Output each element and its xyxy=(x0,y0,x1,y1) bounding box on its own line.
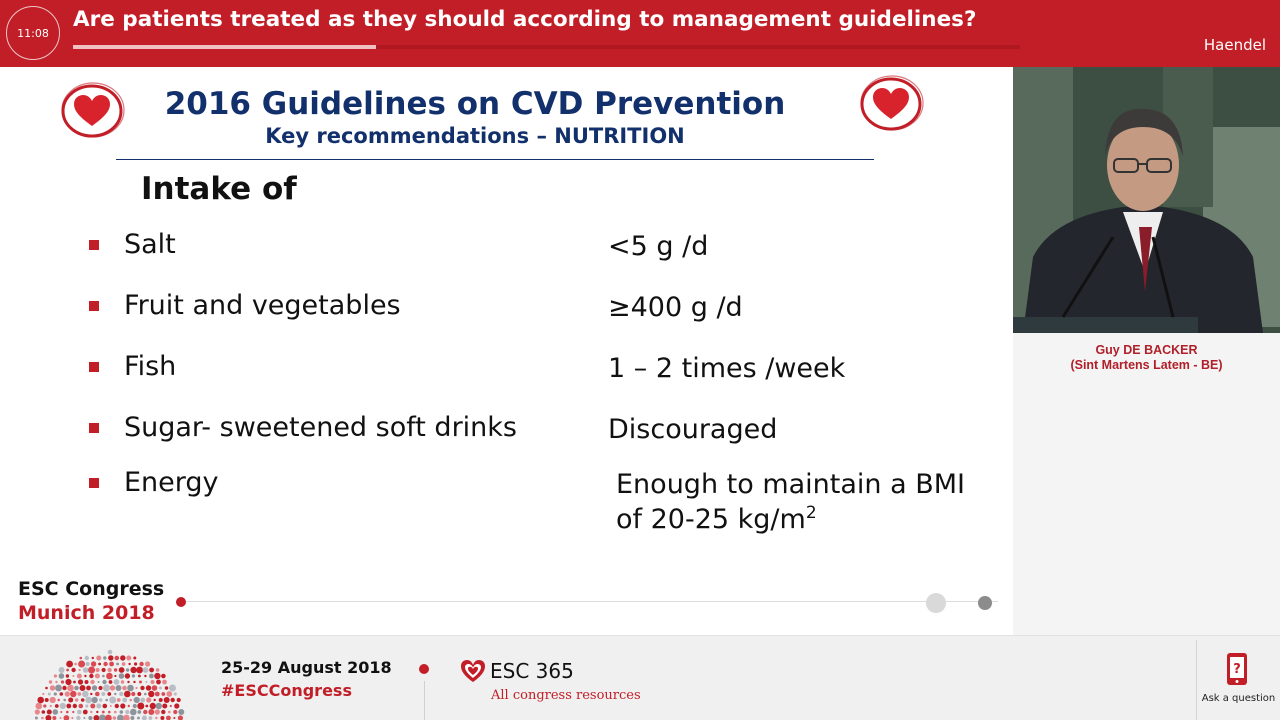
globe-dot xyxy=(88,667,95,674)
square-bullet-icon xyxy=(89,240,99,250)
svg-text:?: ? xyxy=(1233,662,1241,677)
clock-time: 11:08 xyxy=(17,26,49,40)
globe-dot xyxy=(115,656,120,661)
globe-dot xyxy=(143,710,147,714)
session-progress-bar xyxy=(73,45,1020,49)
globe-dot xyxy=(135,687,137,689)
globe-dot xyxy=(142,716,147,720)
globe-dot xyxy=(35,709,40,714)
speaker-affiliation: (Sint Martens Latem - BE) xyxy=(1070,358,1223,372)
recommendation-item: Sugar- sweetened soft drinks xyxy=(124,412,517,443)
globe-dot xyxy=(45,698,49,702)
footer-red-dot xyxy=(419,664,429,674)
ask-question-label: Ask a question xyxy=(1201,693,1276,704)
globe-dot xyxy=(45,687,48,690)
globe-dot xyxy=(124,691,131,698)
globe-dot xyxy=(53,709,59,715)
globe-dot xyxy=(169,685,176,692)
congress-dates: 25-29 August 2018 xyxy=(221,658,392,677)
globe-dot xyxy=(126,668,129,671)
globe-dot xyxy=(42,710,46,714)
globe-dot xyxy=(70,691,76,697)
globe-dot xyxy=(60,703,66,709)
globe-dot xyxy=(143,667,149,673)
globe-dot xyxy=(98,681,100,683)
globe-dot xyxy=(119,673,125,679)
globe-dot xyxy=(122,662,126,666)
globe-dot xyxy=(119,692,123,696)
globe-dot xyxy=(137,710,141,714)
globe-dot xyxy=(74,686,79,691)
globe-dot xyxy=(47,710,52,715)
timeline-dot xyxy=(926,593,946,613)
globe-dot xyxy=(127,681,129,683)
globe-dot xyxy=(81,698,85,702)
globe-dot xyxy=(159,698,163,702)
recommendation-item: Salt xyxy=(124,229,176,260)
globe-dot xyxy=(109,662,114,667)
speaker-name: Guy DE BACKER xyxy=(1095,343,1198,357)
globe-dot xyxy=(121,680,124,683)
globe-dot xyxy=(156,668,160,672)
globe-dot xyxy=(103,656,106,659)
globe-dot xyxy=(110,705,112,707)
globe-dot xyxy=(99,698,102,701)
globe-dot xyxy=(90,693,92,695)
recommendation-value: Discouraged xyxy=(608,414,778,445)
globe-dot xyxy=(54,692,57,695)
globe-dot xyxy=(76,716,80,720)
globe-dot xyxy=(173,717,175,719)
globe-dot xyxy=(130,667,136,673)
speaker-panel xyxy=(1013,67,1280,635)
globe-dot xyxy=(79,669,81,671)
globe-dot xyxy=(155,692,160,697)
globe-dot xyxy=(127,685,134,692)
globe-dot xyxy=(114,675,116,677)
congress-hashtag: #ESCCongress xyxy=(221,681,352,700)
title-divider xyxy=(116,159,874,160)
globe-dot xyxy=(161,674,166,679)
timeline-start-dot xyxy=(176,597,186,607)
globe-dot xyxy=(99,715,106,720)
globe-dot xyxy=(80,657,83,660)
globe-dot xyxy=(66,661,73,668)
globe-dot xyxy=(50,685,55,690)
globe-dot xyxy=(165,686,169,690)
globe-dot xyxy=(154,699,156,701)
globe-dot xyxy=(73,704,77,708)
globe-dot xyxy=(129,699,132,702)
globe-dot xyxy=(85,704,88,707)
globe-dot xyxy=(103,685,110,692)
globe-dot xyxy=(130,716,134,720)
globe-dot xyxy=(95,674,100,679)
dot-globe-logo xyxy=(10,648,210,720)
globe-dot xyxy=(54,674,57,677)
globe-dot xyxy=(92,685,97,690)
globe-dot xyxy=(66,669,69,672)
slide-subtitle: Key recommendations – NUTRITION xyxy=(265,124,685,148)
globe-dot xyxy=(108,711,111,714)
globe-dot xyxy=(80,685,86,691)
square-bullet-icon xyxy=(89,301,99,311)
globe-dot xyxy=(86,662,90,666)
globe-dot xyxy=(145,705,148,708)
globe-dot xyxy=(42,693,44,695)
globe-dot xyxy=(59,667,65,673)
globe-dot xyxy=(120,703,125,708)
esc365-subtitle[interactable]: All congress resources xyxy=(491,688,641,703)
room-name: Haendel xyxy=(1203,36,1266,54)
globe-dot xyxy=(78,661,85,668)
globe-dot xyxy=(120,710,124,714)
globe-dot xyxy=(110,685,115,690)
globe-dot xyxy=(103,662,107,666)
globe-dot xyxy=(67,685,74,692)
globe-dot xyxy=(117,715,124,720)
globe-dot xyxy=(114,679,120,685)
globe-dot xyxy=(144,675,146,677)
globe-dot xyxy=(55,681,57,683)
speaker-video xyxy=(1013,67,1280,333)
globe-dot xyxy=(89,674,93,678)
globe-dot xyxy=(109,680,113,684)
globe-dot xyxy=(74,663,77,666)
globe-dot xyxy=(35,717,38,720)
globe-dot xyxy=(140,698,145,703)
globe-dot xyxy=(77,674,82,679)
globe-dot xyxy=(155,717,157,719)
recommendation-value: 1 – 2 times /week xyxy=(608,353,846,384)
globe-dot xyxy=(71,717,73,719)
ask-question-button[interactable] xyxy=(1197,636,1280,720)
globe-dot xyxy=(55,704,59,708)
globe-dot xyxy=(160,716,164,720)
globe-dot xyxy=(178,709,184,715)
globe-dot xyxy=(105,715,112,720)
session-header xyxy=(0,0,1280,67)
globe-dot xyxy=(156,680,161,685)
globe-dot xyxy=(140,686,144,690)
globe-dot xyxy=(88,716,92,720)
globe-dot xyxy=(92,657,94,659)
globe-dot xyxy=(90,711,92,713)
globe-dot xyxy=(64,715,70,720)
globe-dot xyxy=(136,667,143,674)
globe-dot xyxy=(156,703,162,709)
globe-dot xyxy=(161,692,165,696)
globe-dot xyxy=(77,710,82,715)
recommendation-item: Fish xyxy=(124,351,177,382)
recommendation-item: Energy xyxy=(124,467,219,498)
globe-dot xyxy=(137,717,140,720)
globe-dot xyxy=(114,693,116,695)
energy-value-superscript: 2 xyxy=(805,503,817,524)
globe-dot xyxy=(117,698,121,702)
globe-dot xyxy=(45,715,51,720)
globe-dot xyxy=(125,710,129,714)
globe-dot xyxy=(78,679,83,684)
globe-dot xyxy=(58,699,60,701)
esc-congress-branding xyxy=(18,577,164,625)
globe-dot xyxy=(102,680,106,684)
globe-dot xyxy=(155,709,160,714)
globe-dot xyxy=(90,704,95,709)
globe-dot xyxy=(144,693,147,696)
globe-dot xyxy=(60,711,62,713)
branding-line2: Munich 2018 xyxy=(18,602,155,624)
globe-dot xyxy=(122,698,127,703)
globe-dot xyxy=(82,691,89,698)
globe-dot xyxy=(133,681,135,683)
globe-dot xyxy=(130,709,137,716)
globe-dot xyxy=(71,668,75,672)
globe-dot xyxy=(166,716,171,720)
globe-dot xyxy=(146,685,151,690)
globe-dot xyxy=(107,692,111,696)
globe-dot xyxy=(123,715,130,720)
globe-dot xyxy=(95,692,100,697)
globe-dot xyxy=(174,703,179,708)
globe-dot xyxy=(101,692,105,696)
globe-dot xyxy=(173,710,177,714)
phone-question-icon xyxy=(1226,652,1248,686)
globe-dot xyxy=(106,673,113,680)
globe-dot xyxy=(98,686,102,690)
globe-dot xyxy=(77,692,81,696)
globe-dot xyxy=(102,675,105,678)
globe-dot xyxy=(138,675,141,678)
globe-dot xyxy=(49,680,52,683)
globe-dot xyxy=(150,680,154,684)
globe-dot xyxy=(85,697,92,704)
globe-dot xyxy=(79,704,84,709)
globe-dot xyxy=(114,711,117,714)
globe-dot xyxy=(114,668,117,671)
globe-dot xyxy=(122,686,127,691)
globe-dot xyxy=(148,709,154,715)
globe-dot xyxy=(132,674,135,677)
globe-dot xyxy=(37,697,44,704)
globe-dot xyxy=(75,698,78,701)
globe-dot xyxy=(133,704,137,708)
globe-dot xyxy=(65,691,70,696)
globe-dot xyxy=(65,679,71,685)
globe-dot xyxy=(108,655,113,660)
square-bullet-icon xyxy=(89,478,99,488)
globe-dot xyxy=(168,711,171,714)
globe-dot xyxy=(146,697,151,702)
globe-dot xyxy=(150,703,156,709)
globe-dot xyxy=(72,711,74,713)
globe-dot xyxy=(62,686,66,690)
globe-dot xyxy=(116,663,119,666)
globe-dot xyxy=(162,704,167,709)
globe-dot xyxy=(68,698,73,703)
globe-dot xyxy=(98,663,101,666)
globe-dot xyxy=(66,674,69,677)
globe-dot xyxy=(137,703,144,710)
globe-dot xyxy=(119,667,125,673)
globe-dot xyxy=(108,650,113,655)
globe-dot xyxy=(73,681,76,684)
globe-dot xyxy=(109,697,116,704)
globe-dot xyxy=(159,687,162,690)
globe-dot xyxy=(116,685,122,691)
globe-dot xyxy=(137,692,141,696)
globe-dot xyxy=(115,704,119,708)
globe-dot xyxy=(164,697,170,703)
square-bullet-icon xyxy=(89,423,99,433)
globe-dot xyxy=(91,661,96,666)
globe-dot xyxy=(85,680,89,684)
globe-dot xyxy=(126,656,131,661)
globe-dot xyxy=(166,691,172,697)
globe-dot xyxy=(41,717,44,720)
globe-dot xyxy=(152,685,158,691)
globe-dot xyxy=(162,680,167,685)
square-bullet-icon xyxy=(89,362,99,372)
globe-dot xyxy=(84,675,86,677)
globe-dot xyxy=(149,668,154,673)
globe-dot xyxy=(139,662,143,666)
globe-dot xyxy=(48,693,51,696)
globe-dot xyxy=(59,673,65,679)
globe-dot xyxy=(96,704,101,709)
globe-dot xyxy=(92,697,98,703)
globe-dot xyxy=(36,703,43,710)
globe-dot xyxy=(86,686,91,691)
section-heading: Intake of xyxy=(141,171,297,207)
globe-dot xyxy=(134,697,140,703)
globe-dot xyxy=(96,656,101,661)
globe-dot xyxy=(102,711,105,714)
globe-dot xyxy=(72,675,74,677)
branding-line1: ESC Congress xyxy=(18,578,165,600)
globe-dot xyxy=(131,692,135,696)
globe-dot xyxy=(96,668,100,672)
globe-dot xyxy=(170,705,172,707)
timeline-line xyxy=(186,601,998,602)
globe-dot xyxy=(55,685,62,692)
globe-dot xyxy=(107,668,111,672)
globe-dot xyxy=(83,717,85,719)
slide-title: 2016 Guidelines on CVD Prevention xyxy=(164,86,786,122)
globe-dot xyxy=(105,699,108,702)
globe-dot xyxy=(96,711,98,713)
globe-dot xyxy=(61,680,64,683)
globe-dot xyxy=(125,673,130,678)
globe-dot xyxy=(85,656,89,660)
timeline-dot xyxy=(978,596,992,610)
globe-dot xyxy=(66,704,71,709)
session-title: Are patients treated as they should according to management guidelines? xyxy=(73,7,977,32)
session-progress-fill xyxy=(73,45,376,49)
presentation-slide xyxy=(0,67,1013,635)
recommendation-value: ≥400 g /d xyxy=(608,292,743,323)
globe-dot xyxy=(149,674,154,679)
globe-dot xyxy=(52,716,56,720)
globe-dot xyxy=(103,704,108,709)
globe-dot xyxy=(83,710,88,715)
globe-dot xyxy=(66,711,69,714)
footer-divider xyxy=(424,681,425,720)
globe-dot xyxy=(177,698,181,702)
energy-value-line1: Enough to maintain a BMI xyxy=(616,469,966,500)
globe-dot xyxy=(148,691,154,697)
globe-dot xyxy=(90,680,94,684)
globe-dot xyxy=(161,710,165,714)
esc365-heart-icon xyxy=(459,657,487,685)
globe-dot xyxy=(50,705,52,707)
globe-dot xyxy=(102,668,106,672)
globe-dot xyxy=(43,704,46,707)
energy-value-line2: of 20-25 kg/m xyxy=(616,504,806,536)
globe-dot xyxy=(134,662,137,665)
recommendation-item: Fruit and vegetables xyxy=(124,290,401,321)
globe-dot xyxy=(145,681,147,683)
globe-dot xyxy=(171,698,175,702)
globe-dot xyxy=(174,692,177,695)
globe-dot xyxy=(154,673,160,679)
globe-dot xyxy=(128,663,130,665)
globe-dot xyxy=(145,661,150,666)
globe-dot xyxy=(60,692,64,696)
globe-dot xyxy=(59,717,61,719)
session-clock xyxy=(6,6,60,60)
recommendation-value xyxy=(616,467,965,537)
globe-dot xyxy=(139,681,142,684)
globe-dot xyxy=(83,667,89,673)
globe-dot xyxy=(120,655,125,660)
globe-dot xyxy=(113,716,117,720)
globe-dot xyxy=(93,715,99,720)
speaker-info xyxy=(1013,343,1280,373)
speaker-video-image xyxy=(1013,67,1280,333)
globe-dot xyxy=(63,699,66,702)
recommendation-value: <5 g /d xyxy=(608,231,709,262)
footer-bar xyxy=(0,635,1280,720)
globe-dot xyxy=(133,657,136,660)
globe-dot xyxy=(128,705,130,707)
globe-dot xyxy=(50,697,56,703)
esc365-link[interactable]: ESC 365 xyxy=(490,659,574,683)
globe-dot xyxy=(149,716,153,720)
globe-dot xyxy=(178,715,183,720)
